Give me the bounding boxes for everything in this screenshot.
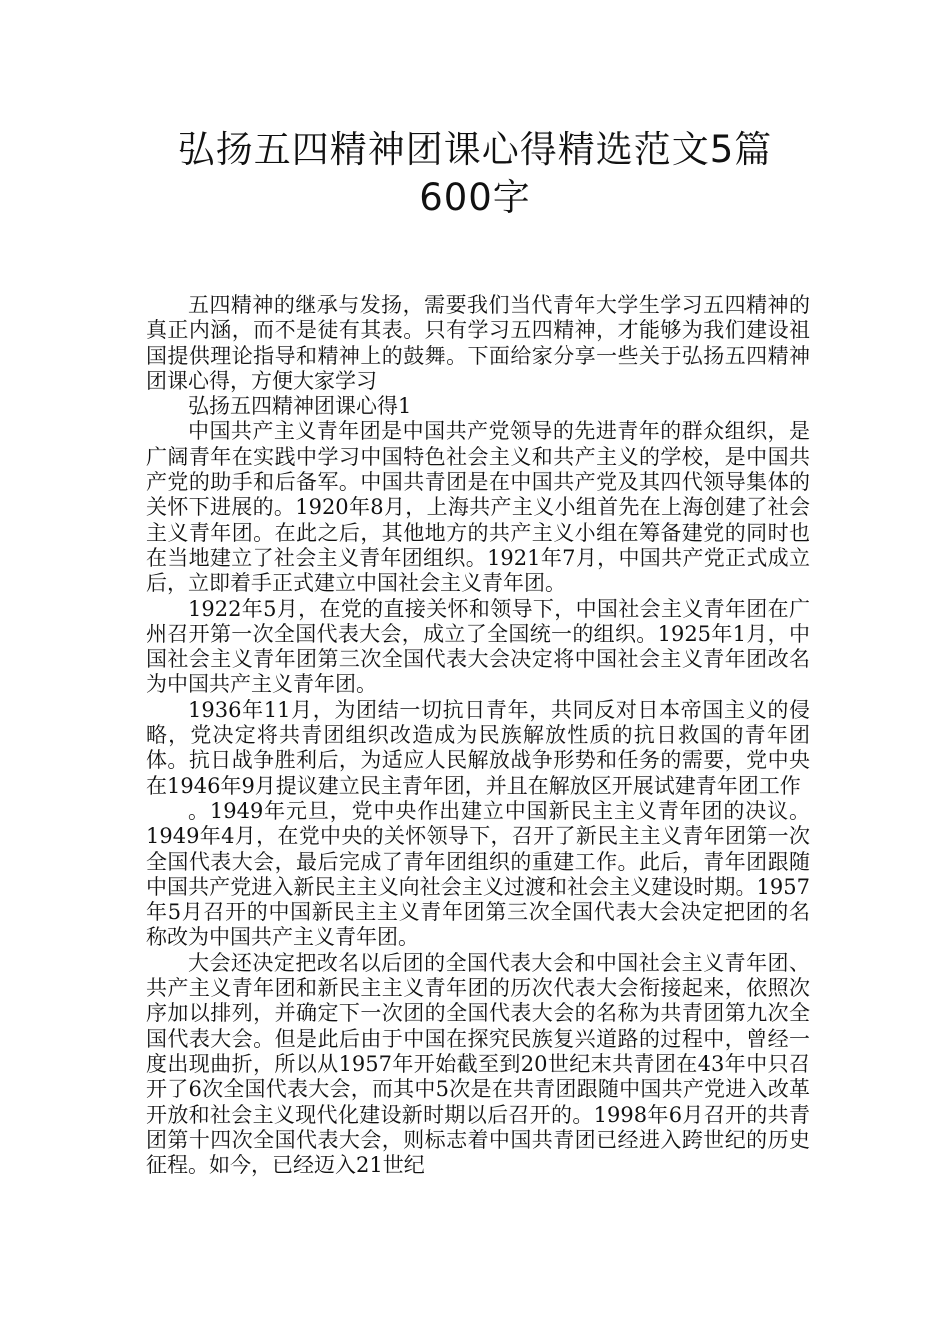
- title-line-2: 600字: [419, 176, 531, 219]
- body-paragraph: 大会还决定把改名以后团的全国代表大会和中国社会主义青年团、共产主义青年团和新民主主义青年团的历次代表大会衔接起来，依照次序加以排列，并确定下一次团的全国代表大会的名称为共青团第九次全国代表大会。但是此后由于中国在探究民族复兴道路的过程中，曾经一度出现曲折，所以从1957年开始截至到20世纪末共青团在43年中只召开了6次全国代表大会，而其中5次是在共青团跟随中国共产党进入改革开放和社会主义现代化建设新时期以后召开的。1998年6月召开的共青团第十四次全国代表大会，则标志着中国共青团已经进入跨世纪的历史征程。如今，已经迈入21世纪: [146, 950, 810, 1178]
- body-paragraph: 1922年5月，在党的直接关怀和领导下，中国社会主义青年团在广州召开第一次全国代表大会，成立了全国统一的组织。1925年1月，中国社会主义青年团第三次全国代表大会决定将中国社会主义青年团改名为中国共产主义青年团。: [146, 596, 810, 697]
- section-heading: 弘扬五四精神团课心得1: [188, 394, 412, 419]
- body-paragraph: 1936年11月，为团结一切抗日青年，共同反对日本帝国主义的侵略，党决定将共青团组织改造成为民族解放性质的抗日救国的青年团体。抗日战争胜利后，为适应人民解放战争形势和任务的需要，党中央在1946年9月提议建立民主青年团，并且在解放区开展试建青年团工作: [146, 697, 810, 798]
- body-paragraph: 中国共产主义青年团是中国共产党领导的先进青年的群众组织，是广阔青年在实践中学习中国特色社会主义和共产主义的学校，是中国共产党的助手和后备军。中国共青团是在中国共产党及其四代领导集体的关怀下进展的。1920年8月，上海共产主义小组首先在上海创建了社会主义青年团。在此之后，其他地方的共产主义小组在筹备建党的同时也在当地建立了社会主义青年团组织。1921年7月，中国共产党正式成立后，立即着手正式建立中国社会主义青年团。: [146, 419, 810, 596]
- body-paragraph: 。1949年元旦，党中央作出建立中国新民主主义青年团的决议。1949年4月，在党中央的关怀领导下，召开了新民主主义青年团第一次全国代表大会，最后完成了青年团组织的重建工作。此后，青年团跟随中国共产党进入新民主主义向社会主义过渡和社会主义建设时期。1957年5月召开的中国新民主主义青年团第三次全国代表大会决定把团的名称改为中国共产主义青年团。: [146, 798, 810, 950]
- document-body: [146, 293, 810, 1178]
- document-title: [0, 126, 950, 222]
- title-line-1: 弘扬五四精神团课心得精选范文5篇: [177, 128, 773, 171]
- intro-paragraph: 五四精神的继承与发扬，需要我们当代青年大学生学习五四精神的真正内涵，而不是徒有其表。只有学习五四精神，才能够为我们建设祖国提供理论指导和精神上的鼓舞。下面给家分享一些关于弘扬五四精神团课心得，方便大家学习: [146, 293, 810, 393]
